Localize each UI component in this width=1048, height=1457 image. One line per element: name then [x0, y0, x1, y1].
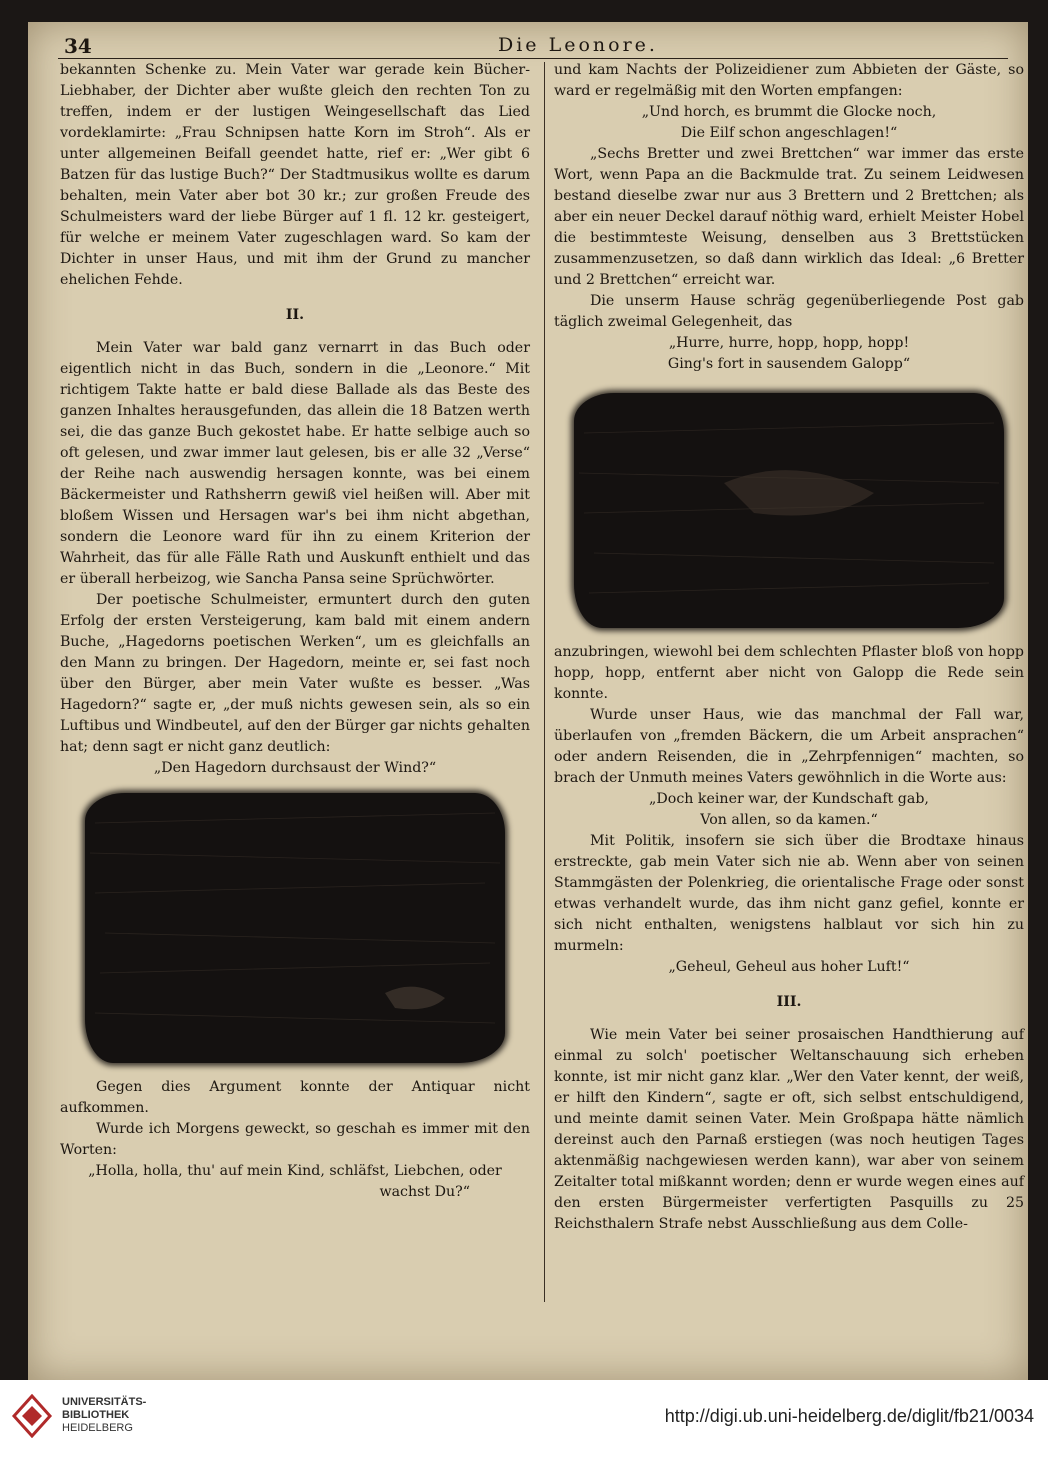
verse-line: „Hurre, hurre, hopp, hopp, hopp!	[668, 335, 910, 351]
paragraph: Mein Vater war bald ganz vernarrt in das Buch oder eigentlich nicht in das Buch, sondern in die „Leonore.“ Mit richtigem Takte hatte er bald diese Ballade als das Beste des ganzen Inhaltes herausgefunden, das allein die 18 Batzen werth sei, die das ganze Buch gekostet habe. Er hatte selbige auch so oft gelesen, und zwar immer laut gelesen, bis er alle 32 „Verse“ der Reihe nach auswendig hersagen konnte, was bei einem Bäckermeister und Rathsherrn gewiß viel heißen will. Aber mit bloßem Wissen und Hersagen war's bei ihm nicht abgethan, sondern die Leonore ward für ihn zu einem Kriterion der Wahrheit, das für alle Fälle Rath und Auskunft enthielt und das er überall herbeizog, wie Sancha Pansa seine Sprüchwörter.	[60, 340, 530, 587]
running-title: Die Leonore.	[498, 34, 658, 56]
paragraph: Wurde ich Morgens geweckt, so geschah es immer mit den Worten:	[60, 1121, 530, 1158]
verse-line: „Den Hagedorn durchsaust der Wind?“	[153, 760, 437, 776]
paragraph: Die unserm Hause schräg gegenüberliegende Post gab täglich zweimal Gelegenheit, das	[554, 293, 1024, 330]
verse-line: „Holla, holla, thu' auf mein Kind, schläfst, Liebchen, oder	[88, 1163, 502, 1179]
paragraph: Mit Politik, insofern sie sich über die Brodtaxe hinaus erstreckte, gab mein Vater sich nie ab. Wenn aber von seinen Stammgästen der Polenkrieg, die orientalische Frage oder sonst etwas verhandelt wurde, das ihm nicht ganz gefiel, konnte er sich nicht enthalten, wenigstens halblaut vor sich hin zu murmeln:	[554, 833, 1024, 954]
library-name-line: BIBLIOTHEK	[62, 1409, 130, 1421]
verse-line: Ging's fort in sausendem Galopp“	[667, 356, 911, 372]
verse-line: Die Eilf schon angeschlagen!“	[680, 125, 898, 141]
paragraph: anzubringen, wiewohl bei dem schlechten Pflaster bloß von hopp hopp, hopp, entfernt aber nicht von Galopp die Rede sein konnte.	[554, 644, 1024, 702]
paragraph: Gegen dies Argument konnte der Antiquar nicht aufkommen.	[60, 1079, 530, 1116]
paragraph: bekannten Schenke zu. Mein Vater war gerade kein Bücher-Liebhaber, der Dichter aber wußte gleich den rechten Ton zu treffen, indem er der lustigen Weingesellschaft das Lied vordeklamirte: „Frau Schnipsen hatte Korn im Stroh“. Als er unter allgemeinen Beifall geendet hatte, rief er: „Wer gibt 6 Batzen für das lustige Buch?“ Der Stadtmusikus wollte es darum behalten, mein Vater aber bot 30 kr.; zur großen Freude des Schulmeisters ward der liebe Bürger auf 1 fl. 12 kr. gesteigert, für welche er meinem Vater zugeschlagen ward. So kam der Dichter in unser Haus, und mit ihm der Grund zu mancher ehelichen Fehde.	[60, 62, 530, 288]
verse-line: „Doch keiner war, der Kundschaft gab,	[649, 791, 929, 807]
illustration-left	[85, 793, 505, 1063]
verse-line: wachst Du?“	[379, 1184, 470, 1200]
verse-line: Von allen, so da kamen.“	[700, 812, 878, 828]
section-heading: III.	[776, 994, 802, 1010]
library-name-line: HEIDELBERG	[62, 1422, 133, 1434]
paragraph: Der poetische Schulmeister, ermuntert durch den guten Erfolg der ersten Versteigerung, kam bald mit einem andern Buche, „Hagedorns poetischen Werken“, um es gleichfalls an den Mann zu bringen. Der Hagedorn, meinte er, sei fast noch über den Bürger, aber mein Vater wußte es besser. „Was Hagedorn?“ sagte er, „der muß nichts gewesen sein, als so ein Luftibus und Windbeutel, auf den der Bürger gar nichts gehalten hat; denn sagt er nicht ganz deutlich:	[60, 592, 530, 755]
library-logo-icon[interactable]	[10, 1394, 54, 1438]
column-divider	[544, 62, 545, 1302]
paragraph: Wie mein Vater bei seiner prosaischen Handthierung auf einmal zu solch' poetischer Weltanschauung sich erheben konnte, ist mir nicht ganz klar. „Wer den Vater kennt, der weiß, er hilft den Kindern“, sagte er oft, sich selbst entschuldigend, und meinte damit seinen Vater. Mein Großpapa hätte nämlich dereinst auch den Parnaß erstiegen (was noch heutigen Tages aktenmäßig nachgewiesen werden kann), war aber von seinem Zeitalter total mißkannt worden; denn er wurde wegen eines auf den ersten Bürgermeister verfertigten Pasquills zu 25 Reichsthalern Strafe nebst Ausschließung aus dem Colle-	[554, 1027, 1024, 1232]
document-page	[28, 22, 1028, 1380]
verse-line: „Geheul, Geheul aus hoher Luft!“	[668, 959, 910, 975]
verse-line: „Und horch, es brummt die Glocke noch,	[641, 104, 937, 120]
library-name[interactable]	[62, 1396, 146, 1435]
section-heading: II.	[285, 307, 305, 323]
permalink-url[interactable]: http://digi.ub.uni-heidelberg.de/diglit/fb21/0034	[664, 1406, 1034, 1426]
left-column	[60, 60, 530, 1203]
library-name-line: UNIVERSITÄTS-	[62, 1396, 147, 1408]
paragraph: „Sechs Bretter und zwei Brettchen“ war immer das erste Wort, wenn Papa an die Backmulde trat. Zu seinem Leidwesen bestand dieselbe zwar nur aus 3 Brettern und 2 Brettchen; als aber ein neuer Deckel darauf nöthig ward, erhielt Meister Hobel die bestimmteste Weisung, denselben aus 3 Brettstücken zusammenzusetzen, so daß dann wirklich das Ideal: „6 Bretter und 2 Brettchen“ erreicht war.	[554, 146, 1024, 288]
illustration-right	[574, 393, 1004, 628]
page-number: 34	[64, 34, 92, 58]
page-header	[58, 32, 1008, 59]
engraving-texture	[85, 793, 505, 1063]
paragraph: und kam Nachts der Polizeidiener zum Abbieten der Gäste, so ward er regelmäßig mit den Worten empfangen:	[554, 62, 1024, 99]
engraving-texture	[574, 393, 1004, 628]
right-column	[554, 60, 1024, 1235]
viewer-footer	[0, 1380, 1048, 1457]
paragraph: Wurde unser Haus, wie das manchmal der Fall war, überlaufen von „fremden Bäckern, die um Arbeit ansprachen“ oder andern Reisenden, die in „Zehrpfennigen“ machten, so brach der Unmuth meines Vaters gewöhnlich in die Worte aus:	[554, 707, 1024, 786]
